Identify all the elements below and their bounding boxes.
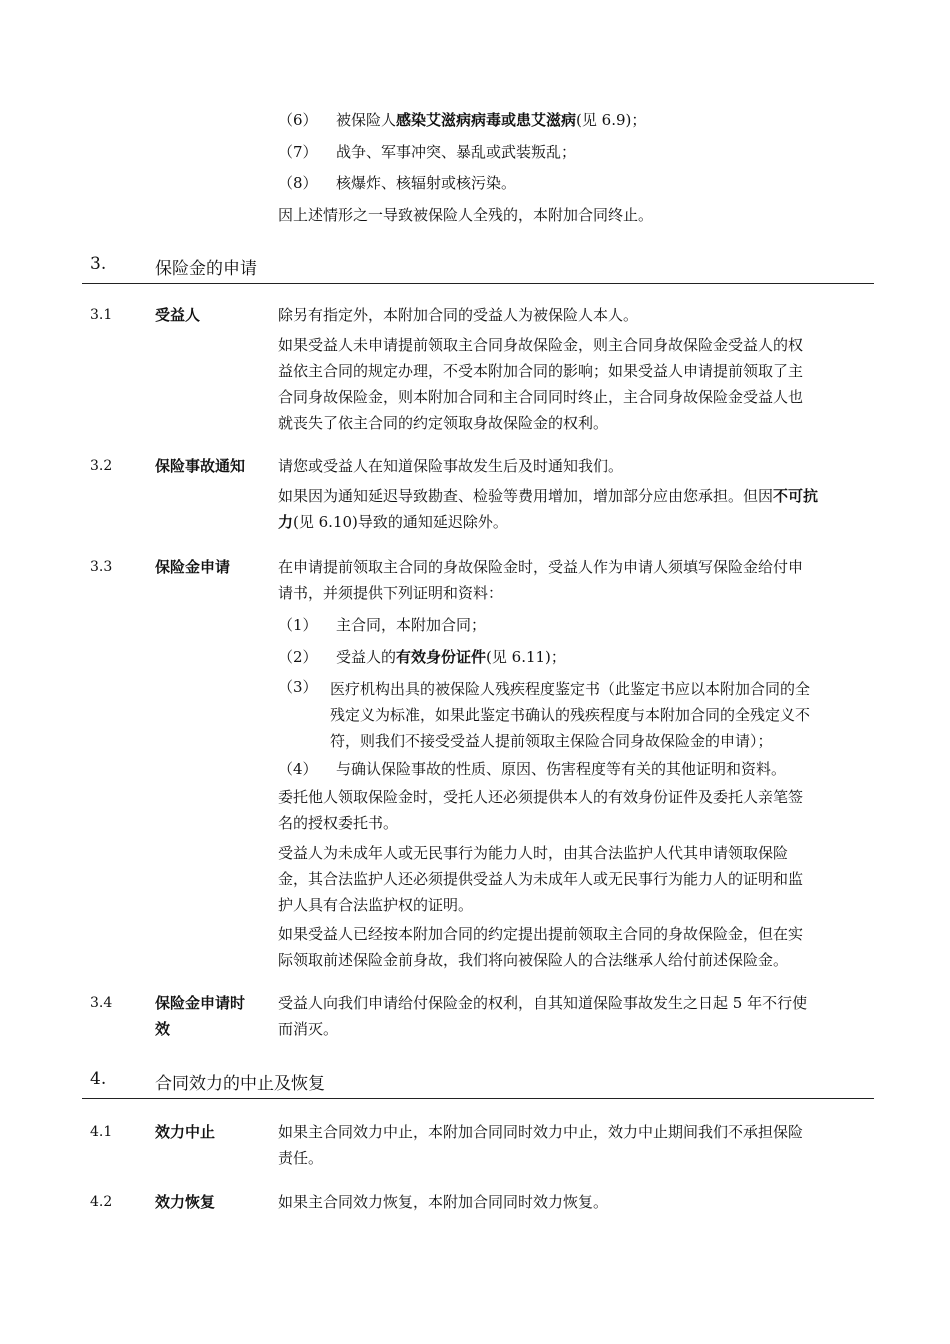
clause-paragraph: 如果受益人未申请提前领取主合同身故保险金，则主合同身故保险金受益人的权 益依主合同的规定办理，不受本附加合同的影响；如果受益人申请提前领取了主 合同身故保险金，则本附加合同和主合同同时终止，主合同身故保险金受益人也 就丧失了依主合同的约定领取身故保险金的权利。 [278, 336, 804, 432]
clause-paragraph: 如果因为通知延迟导致勘查、检验等费用增加，增加部分应由您承担。但因不可抗 力(见 6.10)导致的通知延迟除外。 [278, 487, 819, 531]
list-text: 战争、军事冲突、暴乱或武装叛乱； [336, 143, 577, 161]
defined-term: 感染艾滋病病毒或患艾滋病 [396, 111, 577, 129]
list-text: 与确认保险事故的性质、原因、伤害程度等有关的其他证明和资料。 [336, 760, 787, 778]
defined-term: 不可抗 [773, 487, 819, 505]
clause-paragraph: 如果受益人已经按本附加合同的约定提出提前领取主合同的身故保险金，但在实 际领取前述保险金前身故，我们将向被保险人的合法继承人给付前述保险金。 [278, 925, 804, 969]
list-number: （6） [278, 111, 318, 129]
section-divider [82, 283, 874, 284]
list-text: 受益人的 [336, 648, 397, 666]
section-title: 保险金的申请 [155, 259, 257, 279]
clause-title: 效力中止 [155, 1123, 216, 1141]
clause-title: 受益人 [155, 306, 201, 324]
clause-number: 4.1 [90, 1124, 113, 1140]
clause-paragraph: 委托他人领取保险金时，受托人还必须提供本人的有效身份证件及委托人亲笔签 名的授权委托书。 [278, 788, 804, 832]
list-number: （7） [278, 143, 318, 161]
list-text: 被保险人 [336, 111, 397, 129]
list-number: （3） [278, 678, 318, 696]
list-text: 医疗机构出具的被保险人残疾程度鉴定书（此鉴定书应以本附加合同的全 残定义为标准，如果此鉴定书确认的残疾程度与本附加合同的全残定义不 符，则我们不接受受益人提前领取主保险合同身故保险金的申请）； [330, 680, 811, 750]
clause-paragraph: 除另有指定外，本附加合同的受益人为被保险人本人。 [278, 306, 639, 324]
clause-paragraph: 受益人向我们申请给付保险金的权利，自其知道保险事故发生之日起 5 年不行使 而消灭。 [278, 994, 808, 1038]
clause-title: 效力恢复 [155, 1193, 216, 1211]
reference: (见 6.11)； [486, 648, 566, 666]
reference: (见 6.9)； [576, 111, 647, 129]
clause-paragraph: 在申请提前领取主合同的身故保险金时，受益人作为申请人须填写保险金给付申 请书，并须提供下列证明和资料： [278, 558, 804, 602]
clause-title: 保险事故通知 [155, 457, 246, 475]
list-text: 主合同，本附加合同； [336, 616, 487, 634]
clause-paragraph: 请您或受益人在知道保险事故发生后及时通知我们。 [278, 457, 624, 475]
clause-number: 3.1 [90, 307, 113, 323]
list-text: 核爆炸、核辐射或核污染。 [336, 174, 517, 192]
defined-term: 有效身份证件 [396, 648, 487, 666]
clause-paragraph: 受益人为未成年人或无民事行为能力人时，由其合法监护人代其申请领取保险 金，其合法监护人还必须提供受益人为未成年人或无民事行为能力人的证明和监 护人具有合法监护权的证明。 [278, 844, 804, 914]
section-divider [82, 1098, 874, 1099]
clause-number: 3.2 [90, 458, 113, 474]
clause-number: 3.4 [90, 995, 113, 1011]
clause-title: 保险金申请时 效 [155, 994, 246, 1038]
clause-paragraph: 如果主合同效力中止，本附加合同同时效力中止，效力中止期间我们不承担保险 责任。 [278, 1123, 804, 1167]
section-number: 4. [90, 1069, 107, 1089]
clause-number: 4.2 [90, 1194, 113, 1210]
list-number: （4） [278, 760, 318, 778]
section-number: 3. [90, 254, 107, 274]
clause-title: 保险金申请 [155, 558, 231, 576]
clause-paragraph: 如果主合同效力恢复，本附加合同同时效力恢复。 [278, 1193, 609, 1211]
clause-number: 3.3 [90, 559, 113, 575]
list-number: （1） [278, 616, 318, 634]
list-number: （8） [278, 174, 318, 192]
list-number: （2） [278, 648, 318, 666]
exclusion-closing: 因上述情形之一导致被保险人全残的，本附加合同终止。 [278, 206, 654, 224]
section-title: 合同效力的中止及恢复 [155, 1074, 325, 1094]
defined-term: 力 [278, 513, 294, 531]
